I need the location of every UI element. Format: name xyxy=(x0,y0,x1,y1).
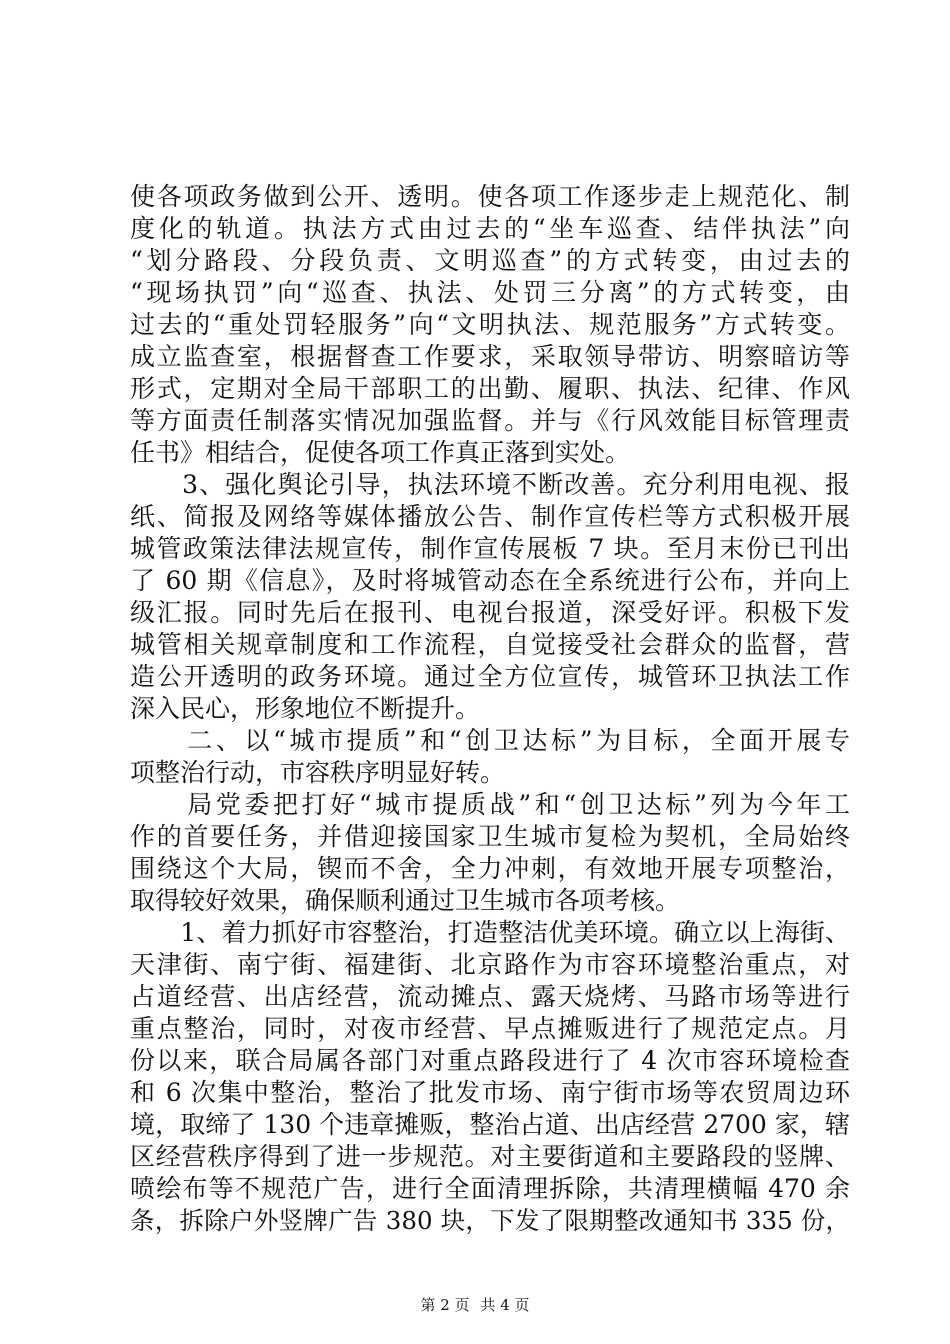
text-line: 度化的轨道。执法方式由过去的“坐车巡查、结伴执法”向 xyxy=(130,214,850,243)
text-line: 级汇报。同时先后在报刊、电视台报道，深受好评。积极下发 xyxy=(130,598,850,627)
text-line: 过去的“重处罚轻服务”向“文明执法、规范服务”方式转变。 xyxy=(130,310,850,339)
text-line: 项整治行动，市容秩序明显好转。 xyxy=(130,758,506,787)
text-line: 天津街、南宁街、福建街、北京路作为市容环境整治重点，对 xyxy=(130,950,850,979)
page-footer xyxy=(0,1295,950,1315)
text-line: “现场执罚”向“巡查、执法、处罚三分离”的方式转变，由 xyxy=(130,278,850,307)
text-line: 任书》相结合，促使各项工作真正落到实处。 xyxy=(130,438,631,467)
text-line: 1、着力抓好市容整治，打造整洁优美环境。确立以上海街、 xyxy=(130,918,850,947)
text-line: 二、以“城市提质”和“创卫达标”为目标，全面开展专 xyxy=(130,726,850,755)
text-line: “划分路段、分段负责、文明巡查”的方式转变，由过去的 xyxy=(130,246,850,275)
text-line: 份以来，联合局属各部门对重点路段进行了 4 次市容环境检查 xyxy=(130,1046,850,1075)
text-line: 城管相关规章制度和工作流程，自觉接受社会群众的监督，营 xyxy=(130,630,850,659)
text-line: 作的首要任务，并借迎接国家卫生城市复检为契机，全局始终 xyxy=(130,822,850,851)
text-line: 占道经营、出店经营，流动摊点、露天烧烤、马路市场等进行 xyxy=(130,982,850,1011)
text-line: 3、强化舆论引导，执法环境不断改善。充分利用电视、报 xyxy=(130,470,850,499)
text-line: 城管政策法律法规宣传，制作宣传展板 7 块。至月末份已刊出 xyxy=(130,534,850,563)
text-line: 形式，定期对全局干部职工的出勤、履职、执法、纪律、作风 xyxy=(130,374,850,403)
page-total: 共 4 页 xyxy=(480,1296,530,1314)
text-line: 成立监查室，根据督查工作要求，采取领导带访、明察暗访等 xyxy=(130,342,850,371)
text-line: 境，取缔了 130 个违章摊贩，整治占道、出店经营 2700 家，辖 xyxy=(130,1110,850,1139)
text-line: 区经营秩序得到了进一步规范。对主要街道和主要路段的竖牌、 xyxy=(130,1142,850,1171)
document-body xyxy=(130,181,850,1237)
text-line: 和 6 次集中整治，整治了批发市场、南宁街市场等农贸周边环 xyxy=(130,1078,850,1107)
text-line: 了 60 期《信息》，及时将城管动态在全系统进行公布，并向上 xyxy=(130,566,850,595)
text-line: 等方面责任制落实情况加强监督。并与《行风效能目标管理责 xyxy=(130,406,850,435)
text-line: 深入民心，形象地位不断提升。 xyxy=(130,694,481,723)
text-line: 局党委把打好“城市提质战”和“创卫达标”列为今年工 xyxy=(130,790,850,819)
text-line: 条，拆除户外竖牌广告 380 块，下发了限期整改通知书 335 份， xyxy=(130,1206,850,1235)
text-line: 喷绘布等不规范广告，进行全面清理拆除，共清理横幅 470 余 xyxy=(130,1174,850,1203)
text-line: 使各项政务做到公开、透明。使各项工作逐步走上规范化、制 xyxy=(130,182,850,211)
text-line: 围绕这个大局，锲而不舍，全力冲刺，有效地开展专项整治， xyxy=(130,854,850,883)
text-line: 造公开透明的政务环境。通过全方位宣传，城管环卫执法工作 xyxy=(130,662,850,691)
page-number: 第 2 页 xyxy=(420,1296,470,1314)
text-line: 纸、简报及网络等媒体播放公告、制作宣传栏等方式积极开展 xyxy=(130,502,850,531)
text-line: 取得较好效果，确保顺利通过卫生城市各项考核。 xyxy=(130,886,681,915)
text-line: 重点整治，同时，对夜市经营、早点摊贩进行了规范定点。月 xyxy=(130,1014,850,1043)
